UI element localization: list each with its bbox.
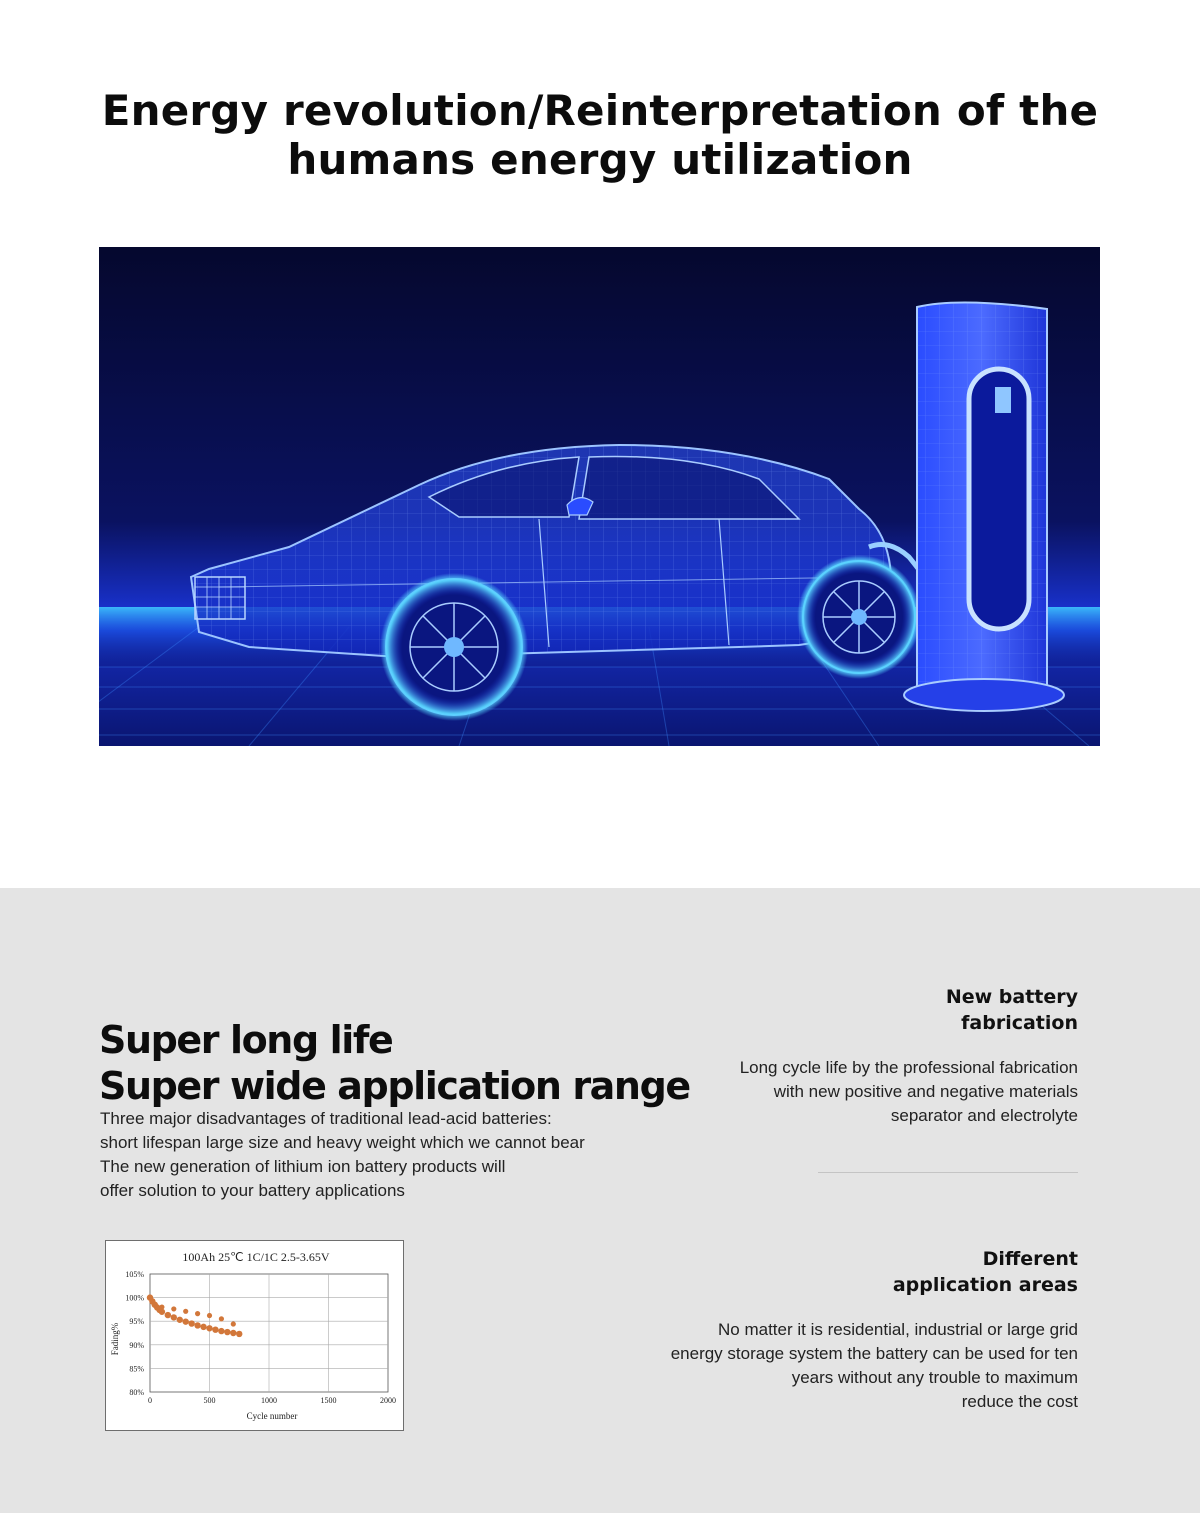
chart-data-point <box>194 1322 200 1328</box>
hero-title <box>0 86 1200 184</box>
feature-title-line: Different <box>982 1248 1078 1270</box>
chart-y-tick-label: 85% <box>129 1364 144 1374</box>
chart-x-tick-label: 2000 <box>380 1396 396 1405</box>
feature-title-line: fabrication <box>961 1012 1078 1034</box>
chart-data-point <box>171 1314 177 1320</box>
chart-data-point <box>224 1329 230 1335</box>
feature-battery-fabrication <box>658 984 1078 1128</box>
chart-data-point <box>212 1326 218 1332</box>
feature-text-line: No matter it is residential, industrial or large grid <box>718 1320 1078 1339</box>
feature-divider <box>818 1172 1078 1173</box>
chart-x-tick-label: 500 <box>203 1396 216 1405</box>
chart-y-tick-label: 100% <box>125 1293 144 1303</box>
chart-y-tick-label: 80% <box>129 1388 144 1397</box>
chart-data-point <box>183 1309 188 1314</box>
chart-x-tick-label: 0 <box>148 1396 152 1405</box>
intro-line: The new generation of lithium ion battery products will <box>100 1157 506 1176</box>
chart-data-point <box>183 1318 189 1324</box>
feature-title-line: New battery <box>945 986 1078 1008</box>
feature-text-line: energy storage system the battery can be used for ten <box>670 1344 1078 1363</box>
feature-title <box>618 1246 1078 1298</box>
chart-data-point <box>188 1320 194 1326</box>
chart-data-point <box>218 1328 224 1334</box>
feature-text-line: years without any trouble to maximum <box>791 1368 1078 1387</box>
feature-title <box>658 984 1078 1036</box>
section-heading-line-2: Super wide application range <box>99 1063 690 1108</box>
hero-title-line-1: Energy revolution/Reinterpretation of the <box>101 86 1099 136</box>
chart-y-tick-label: 105% <box>125 1270 144 1279</box>
chart-data-point <box>200 1324 206 1330</box>
chart-data-point <box>165 1312 171 1318</box>
chart-data-point <box>171 1306 176 1311</box>
chart-y-tick-label: 95% <box>129 1317 144 1327</box>
chart-ticks <box>125 1270 396 1405</box>
hero-ev-charging-image <box>99 247 1100 746</box>
chart-data-point <box>159 1304 164 1309</box>
feature-description <box>658 1056 1078 1128</box>
intro-paragraph <box>100 1107 660 1203</box>
cycle-life-chart <box>105 1240 404 1431</box>
chart-grid <box>150 1274 388 1392</box>
feature-text-line: Long cycle life by the professional fabrication <box>739 1058 1078 1077</box>
chart-data-point <box>206 1325 212 1331</box>
chart-data-point <box>231 1321 236 1326</box>
chart-x-tick-label: 1000 <box>261 1396 277 1405</box>
chart-title: 100Ah 25℃ 1C/1C 2.5-3.65V <box>182 1250 330 1264</box>
chart-x-axis-label: Cycle number <box>246 1411 298 1421</box>
intro-line: offer solution to your battery applications <box>100 1181 405 1200</box>
chart-data-point <box>230 1330 236 1336</box>
chart-y-axis-label: Fading% <box>110 1322 120 1356</box>
chart-data-point <box>219 1316 224 1321</box>
chart-x-tick-label: 1500 <box>320 1396 337 1405</box>
feature-description <box>618 1318 1078 1414</box>
feature-title-line: application areas <box>892 1274 1078 1296</box>
cycle-life-chart-svg <box>106 1241 403 1430</box>
charging-pile-shape <box>904 302 1064 711</box>
chart-data-point <box>236 1331 242 1337</box>
chart-points <box>147 1294 243 1337</box>
feature-text-line: reduce the cost <box>961 1392 1078 1411</box>
chart-y-tick-label: 90% <box>129 1340 144 1350</box>
hero-title-line-2: humans energy utilization <box>287 135 913 185</box>
intro-line: Three major disadvantages of traditional lead-acid batteries: <box>100 1109 552 1128</box>
chart-data-point <box>195 1311 200 1316</box>
feature-text-line: separator and electrolyte <box>890 1106 1078 1125</box>
chart-data-point <box>177 1317 183 1323</box>
feature-text-line: with new positive and negative materials <box>773 1082 1078 1101</box>
chart-data-point <box>207 1313 212 1318</box>
feature-application-areas <box>618 1246 1078 1414</box>
section-heading-line-1: Super long life <box>99 1017 393 1062</box>
section-heading <box>99 1017 699 1109</box>
intro-line: short lifespan large size and heavy weight which we cannot bear <box>100 1133 585 1152</box>
ev-wireframe-illustration <box>99 247 1100 746</box>
